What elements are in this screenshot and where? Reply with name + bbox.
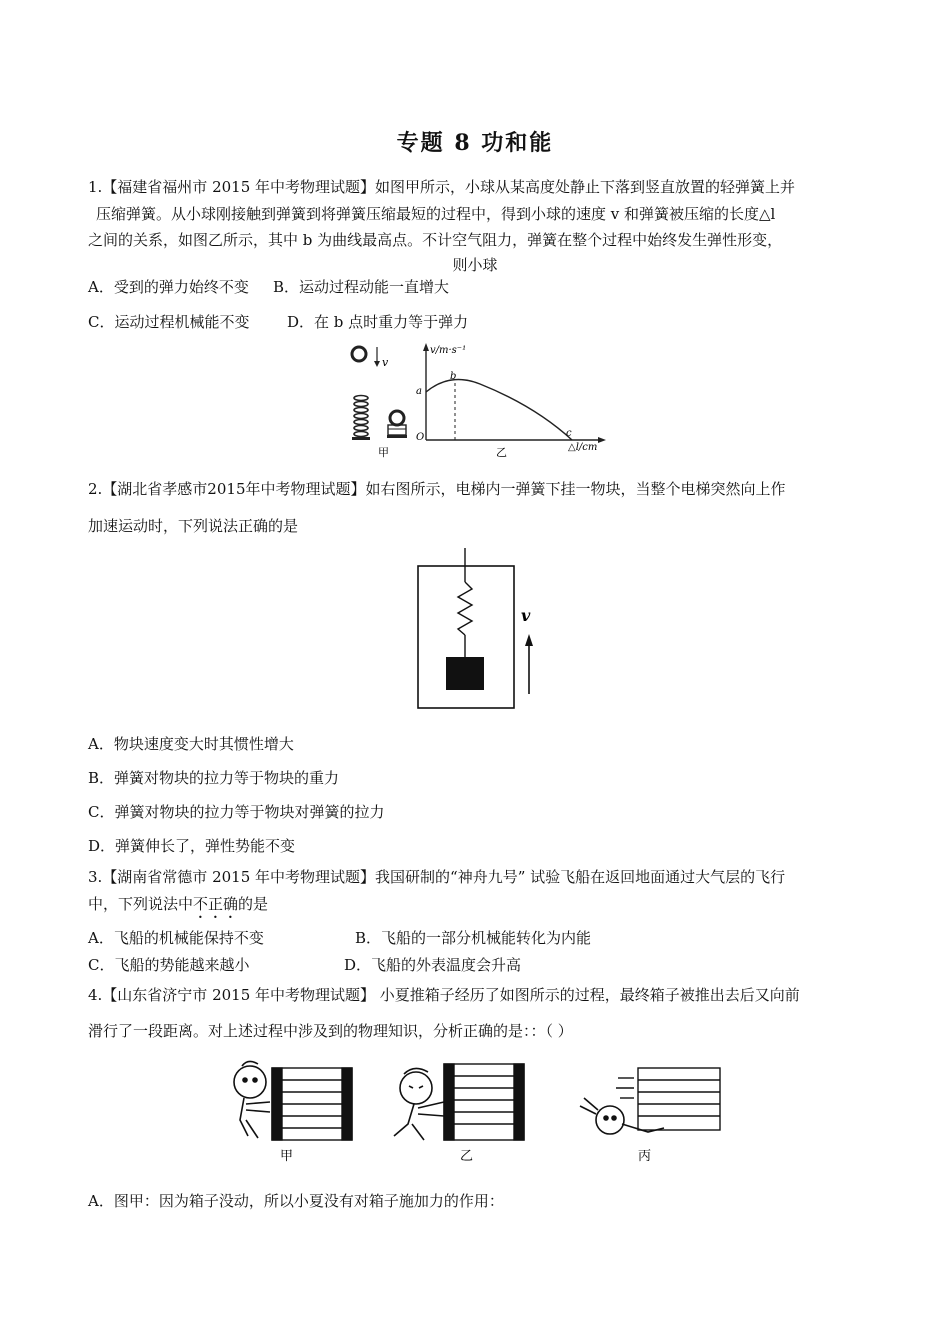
ball-icon — [352, 347, 366, 361]
compressed-spring-icon — [387, 411, 407, 438]
graph-y-axis-label: v/m·s⁻¹ — [430, 345, 467, 356]
q4-figure — [218, 1058, 738, 1168]
q3-emphasis: 不正确 — [193, 895, 239, 913]
q2-stem-line2: 加速运动时，下列说法正确的是 — [88, 517, 299, 535]
q1-option-d: D．在 b 点时重力等于弹力 — [287, 313, 469, 331]
label-yi: 乙 — [496, 446, 507, 459]
q2-option-d: D．弹簧伸长了，弹性势能不变 — [88, 837, 296, 855]
velocity-curve — [426, 380, 572, 441]
q2-stem-line1: 2.【湖北省孝感市2015年中考物理试题】如右图所示，电梯内一弹簧下挂一物块，当整个电梯突然向上作 — [88, 480, 786, 498]
box-icon — [444, 1064, 524, 1140]
boy-straining-icon — [394, 1068, 444, 1140]
graph-point-c: c — [566, 428, 572, 439]
label-panel-jia: 甲 — [280, 1149, 294, 1164]
box-icon — [272, 1068, 352, 1140]
spring-icon — [458, 582, 472, 635]
q3-option-c: C．飞船的势能越来越小 — [88, 956, 250, 974]
q1-figure — [340, 336, 620, 460]
label-panel-bing: 丙 — [638, 1149, 652, 1164]
elevator-figure — [410, 544, 550, 714]
q4-option-a: A．图甲：因为箱子没动，所以小夏没有对箱子施加力的作用： — [88, 1192, 504, 1210]
q1-option-c: C．运动过程机械能不变 — [88, 313, 250, 331]
q3-option-d: D．飞船的外表温度会升高 — [344, 956, 522, 974]
label-jia: 甲 — [378, 446, 389, 459]
q2-option-a: A．物块速度变大时其惯性增大 — [88, 735, 294, 753]
q1-option-b: B．运动过程动能一直增大 — [273, 278, 450, 296]
q2-option-c: C．弹簧对物块的拉力等于物块对弹簧的拉力 — [88, 803, 385, 821]
ball-v-label: v — [382, 356, 389, 369]
q1-stem-line2: 压缩弹簧。从小球刚接触到弹簧到将弹簧压缩最短的过程中，得到小球的速度 v 和弹簧被压缩的长度△l — [96, 205, 776, 223]
q1-option-a: A．受到的弹力始终不变 — [88, 278, 249, 296]
block — [446, 657, 484, 690]
graph-point-a: a — [416, 386, 422, 397]
graph-origin: O — [416, 432, 425, 443]
spring-icon — [354, 396, 368, 437]
sliding-box-icon — [616, 1068, 720, 1130]
page-title: 专题 8 功和能 — [396, 130, 554, 156]
q3-stem-line2: 中，下列说法中不正确的是 — [88, 895, 269, 913]
q4-stem-line1: 4.【山东省济宁市 2015 年中考物理试题】 小夏推箱子经历了如图所示的过程，最终箱子被推出去后又向前 — [88, 986, 800, 1004]
q4-stem-line2: 滑行了一段距离。对上述过程中涉及到的物理知识，分析正确的是：：（ ） — [88, 1022, 573, 1040]
q1-stem-line4: 则小球 — [452, 256, 498, 274]
graph-x-axis-label: △l/cm — [568, 442, 598, 453]
label-panel-yi: 乙 — [460, 1149, 474, 1164]
q1-stem-line1: 1.【福建省福州市 2015 年中考物理试题】如图甲所示，小球从某高度处静止下落到竖直放置的轻弹簧上并 — [88, 178, 796, 196]
elevator-v-label: v — [521, 606, 531, 625]
q1-stem-line3: 之间的关系，如图乙所示，其中 b 为曲线最高点。不计空气阻力，弹簧在整个过程中始终发生弹性形变， — [88, 231, 783, 249]
q2-option-b: B．弹簧对物块的拉力等于物块的重力 — [88, 769, 340, 787]
q3-option-b: B．飞船的一部分机械能转化为内能 — [355, 929, 592, 947]
boy-pushing-icon — [234, 1061, 270, 1138]
q3-option-a: A．飞船的机械能保持不变 — [88, 929, 264, 947]
graph-point-b: b — [450, 371, 457, 382]
q3-stem-line1: 3.【湖南省常德市 2015 年中考物理试题】我国研制的“神舟九号” 试验飞船在返回地面通过大气层的飞行 — [88, 868, 786, 886]
